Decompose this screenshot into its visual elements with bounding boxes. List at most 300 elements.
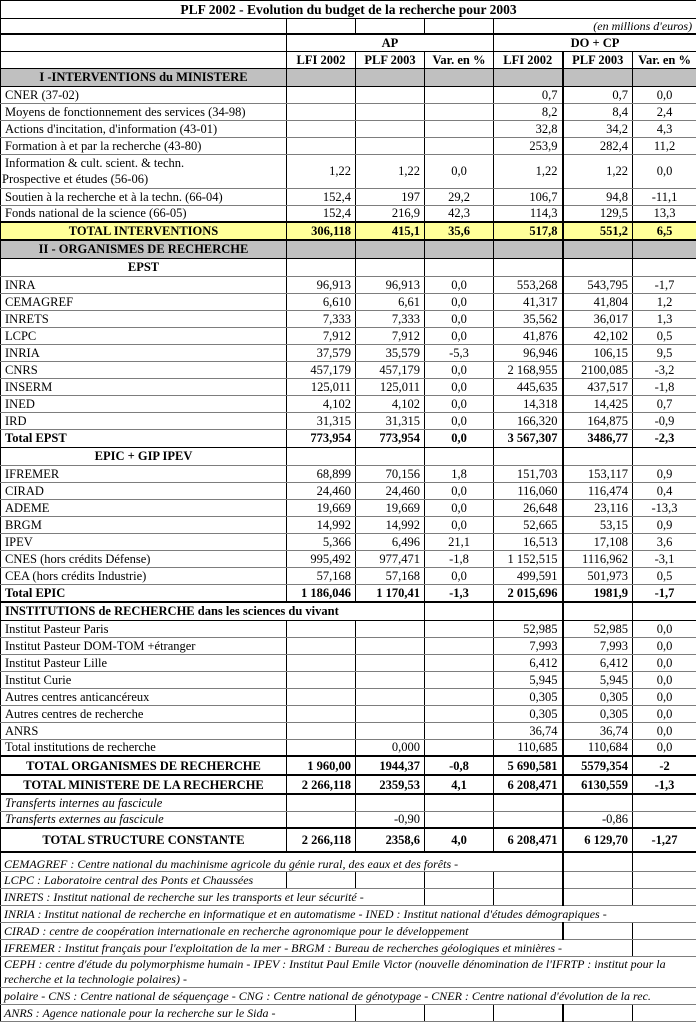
table-row bbox=[1, 516, 696, 533]
value-cell bbox=[425, 722, 494, 739]
value-cell: 36,74 bbox=[494, 722, 563, 739]
table-row bbox=[1, 240, 696, 258]
value-cell: 0,0 bbox=[425, 429, 494, 447]
row-label: IPEV bbox=[1, 533, 287, 550]
value-cell: 7,993 bbox=[494, 637, 563, 654]
col-header-plf2003-docp: PLF 2003 bbox=[563, 51, 633, 68]
value-cell: 19,669 bbox=[356, 499, 425, 516]
table-row bbox=[1, 602, 696, 620]
value-cell: 2 168,955 bbox=[494, 361, 563, 378]
value-cell: 29,2 bbox=[425, 188, 494, 205]
table-row bbox=[1, 533, 696, 550]
value-cell bbox=[287, 637, 356, 654]
value-cell bbox=[633, 447, 696, 465]
value-cell: 445,635 bbox=[494, 378, 563, 395]
value-cell: 152,4 bbox=[287, 205, 356, 222]
value-cell: 0,4 bbox=[633, 482, 696, 499]
value-cell: 1,22 bbox=[287, 154, 356, 188]
row-label: TOTAL STRUCTURE CONSTANTE bbox=[1, 828, 287, 852]
value-cell: 197 bbox=[356, 188, 425, 205]
value-cell: 0,305 bbox=[494, 705, 563, 722]
table-row bbox=[1, 828, 696, 852]
empty-cell bbox=[494, 871, 563, 888]
value-cell: 116,060 bbox=[494, 482, 563, 499]
row-label: CNES (hors crédits Défense) bbox=[1, 550, 287, 567]
value-cell: 11,2 bbox=[633, 137, 696, 154]
footnote-row bbox=[1, 852, 696, 871]
value-cell: 4,1 bbox=[425, 775, 494, 794]
value-cell: 6 129,70 bbox=[563, 828, 633, 852]
value-cell bbox=[494, 447, 563, 465]
value-cell bbox=[287, 86, 356, 103]
footnote-row bbox=[1, 939, 696, 956]
value-cell: 2,4 bbox=[633, 103, 696, 120]
value-cell: 306,118 bbox=[287, 222, 356, 240]
units-note: (en millions d'euros) bbox=[494, 19, 696, 35]
value-cell bbox=[356, 240, 425, 258]
footnote-row bbox=[1, 905, 696, 922]
value-cell: 35,562 bbox=[494, 310, 563, 327]
value-cell bbox=[425, 654, 494, 671]
value-cell: 3486,77 bbox=[563, 429, 633, 447]
value-cell: -0,9 bbox=[633, 412, 696, 429]
value-cell: 6130,559 bbox=[563, 775, 633, 794]
value-cell: 1944,37 bbox=[356, 756, 425, 775]
row-label: IFREMER bbox=[1, 465, 287, 482]
value-cell bbox=[425, 103, 494, 120]
value-cell bbox=[494, 68, 563, 86]
empty-cell bbox=[1, 34, 287, 51]
col-header-var-ap: Var. en % bbox=[425, 51, 494, 68]
value-cell: 517,8 bbox=[494, 222, 563, 240]
empty-cell bbox=[633, 939, 696, 956]
column-group-header-row bbox=[1, 34, 696, 51]
empty-cell bbox=[1, 19, 287, 35]
value-cell: 773,954 bbox=[287, 429, 356, 447]
value-cell bbox=[494, 602, 563, 620]
value-cell bbox=[633, 794, 696, 811]
value-cell: 977,471 bbox=[356, 550, 425, 567]
value-cell: 0,0 bbox=[633, 671, 696, 688]
value-cell bbox=[425, 620, 494, 637]
value-cell bbox=[425, 811, 494, 828]
table-row bbox=[1, 722, 696, 739]
row-label: Autres centres de recherche bbox=[1, 705, 287, 722]
empty-cell bbox=[425, 888, 494, 905]
table-row bbox=[1, 205, 696, 222]
value-cell: 1,3 bbox=[633, 310, 696, 327]
value-cell bbox=[425, 688, 494, 705]
value-cell: 151,703 bbox=[494, 465, 563, 482]
value-cell: -13,3 bbox=[633, 499, 696, 516]
value-cell: 551,2 bbox=[563, 222, 633, 240]
value-cell: 0,0 bbox=[425, 293, 494, 310]
table-row bbox=[1, 154, 696, 188]
footnote-row bbox=[1, 871, 696, 888]
value-cell: 5,366 bbox=[287, 533, 356, 550]
value-cell: -5,3 bbox=[425, 344, 494, 361]
value-cell bbox=[287, 258, 356, 276]
row-label: EPIC + GIP IPEV bbox=[1, 447, 287, 465]
value-cell: 21,1 bbox=[425, 533, 494, 550]
value-cell: 0,0 bbox=[425, 567, 494, 584]
table-row bbox=[1, 429, 696, 447]
value-cell bbox=[356, 671, 425, 688]
value-cell: 2 266,118 bbox=[287, 828, 356, 852]
footnote-text: INRIA : Institut national de recherche en informatique et en automatisme - INED : Institut national d'études démograpiques - bbox=[1, 905, 696, 922]
value-cell: 14,318 bbox=[494, 395, 563, 412]
table-row bbox=[1, 327, 696, 344]
row-label: Transferts externes au fascicule bbox=[1, 811, 287, 828]
value-cell: 31,315 bbox=[356, 412, 425, 429]
value-cell bbox=[356, 794, 425, 811]
value-cell: -0,86 bbox=[563, 811, 633, 828]
row-label: Institut Pasteur Paris bbox=[1, 620, 287, 637]
value-cell: 106,15 bbox=[563, 344, 633, 361]
row-label: Institut Curie bbox=[1, 671, 287, 688]
col-group-docp: DO + CP bbox=[494, 34, 696, 51]
value-cell: 0,0 bbox=[633, 654, 696, 671]
value-cell: 114,3 bbox=[494, 205, 563, 222]
row-label: LCPC bbox=[1, 327, 287, 344]
value-cell: 4,3 bbox=[633, 120, 696, 137]
value-cell: 5579,354 bbox=[563, 756, 633, 775]
value-cell: 457,179 bbox=[356, 361, 425, 378]
value-cell: 13,3 bbox=[633, 205, 696, 222]
value-cell: 52,985 bbox=[494, 620, 563, 637]
row-label: TOTAL ORGANISMES DE RECHERCHE bbox=[1, 756, 287, 775]
value-cell: -3,1 bbox=[633, 550, 696, 567]
value-cell: 96,913 bbox=[356, 276, 425, 293]
footnote-text: CEMAGREF : Centre national du machinisme agricole du génie rural, des eaux et des forêts - bbox=[1, 852, 563, 871]
value-cell: 501,973 bbox=[563, 567, 633, 584]
value-cell bbox=[633, 602, 696, 620]
value-cell: 24,460 bbox=[287, 482, 356, 499]
value-cell bbox=[494, 794, 563, 811]
value-cell: 116,474 bbox=[563, 482, 633, 499]
value-cell: 14,992 bbox=[356, 516, 425, 533]
row-label: INSERM bbox=[1, 378, 287, 395]
value-cell: 41,317 bbox=[494, 293, 563, 310]
table-row bbox=[1, 550, 696, 567]
row-label: Total institutions de recherche bbox=[1, 739, 287, 756]
value-cell: 0,0 bbox=[633, 722, 696, 739]
table-row bbox=[1, 68, 696, 86]
value-cell: 553,268 bbox=[494, 276, 563, 293]
value-cell: 31,315 bbox=[287, 412, 356, 429]
value-cell: 5 690,581 bbox=[494, 756, 563, 775]
table-row bbox=[1, 258, 696, 276]
value-cell bbox=[425, 705, 494, 722]
value-cell: 773,954 bbox=[356, 429, 425, 447]
value-cell bbox=[425, 671, 494, 688]
value-cell: 153,117 bbox=[563, 465, 633, 482]
value-cell: 0,0 bbox=[633, 154, 696, 188]
empty-cell bbox=[633, 888, 696, 905]
footnote-text: CEPH : centre d'étude du polymorphisme humain - IPEV : Institut Paul Emile Victor (nouvelle dénomination de l'IFRTP : institut pour la recherche et la technologie polaires) - bbox=[1, 956, 696, 987]
value-cell bbox=[287, 447, 356, 465]
row-label: I -INTERVENTIONS du MINISTERE bbox=[1, 68, 287, 86]
table-title-row bbox=[1, 1, 696, 19]
row-label: CEA (hors crédits Industrie) bbox=[1, 567, 287, 584]
value-cell bbox=[425, 68, 494, 86]
value-cell: 8,2 bbox=[494, 103, 563, 120]
footnote-row bbox=[1, 1004, 696, 1021]
table-row bbox=[1, 188, 696, 205]
value-cell: 5,945 bbox=[494, 671, 563, 688]
table-row bbox=[1, 412, 696, 429]
row-label: ANRS bbox=[1, 722, 287, 739]
footnotes-body bbox=[1, 852, 696, 1021]
value-cell: 1,22 bbox=[563, 154, 633, 188]
empty-cell bbox=[1, 51, 287, 68]
value-cell bbox=[287, 671, 356, 688]
value-cell: 3 567,307 bbox=[494, 429, 563, 447]
units-row bbox=[1, 19, 696, 35]
value-cell bbox=[356, 447, 425, 465]
value-cell bbox=[425, 447, 494, 465]
row-label: Total EPIC bbox=[1, 584, 287, 602]
value-cell: 0,0 bbox=[425, 378, 494, 395]
empty-cell bbox=[494, 888, 563, 905]
value-cell bbox=[563, 68, 633, 86]
value-cell: 0,0 bbox=[425, 327, 494, 344]
table-row bbox=[1, 344, 696, 361]
row-label: ADEME bbox=[1, 499, 287, 516]
row-label: Formation à et par la recherche (43-80) bbox=[1, 137, 287, 154]
value-cell bbox=[356, 120, 425, 137]
col-header-lfi2002-docp: LFI 2002 bbox=[494, 51, 563, 68]
value-cell bbox=[356, 258, 425, 276]
table-row bbox=[1, 654, 696, 671]
value-cell: 7,993 bbox=[563, 637, 633, 654]
value-cell bbox=[633, 258, 696, 276]
value-cell: 6,412 bbox=[494, 654, 563, 671]
footnote-text: ANRS : Agence nationale pour la recherche sur le Sida - bbox=[1, 1004, 356, 1021]
value-cell: 7,912 bbox=[287, 327, 356, 344]
value-cell: 14,992 bbox=[287, 516, 356, 533]
value-cell: 6,61 bbox=[356, 293, 425, 310]
value-cell: 6 208,471 bbox=[494, 828, 563, 852]
table-row bbox=[1, 103, 696, 120]
row-label: INRA bbox=[1, 276, 287, 293]
value-cell bbox=[287, 705, 356, 722]
value-cell bbox=[287, 654, 356, 671]
table-row bbox=[1, 378, 696, 395]
value-cell bbox=[563, 447, 633, 465]
value-cell bbox=[287, 620, 356, 637]
col-header-var-docp: Var. en % bbox=[633, 51, 696, 68]
value-cell bbox=[494, 258, 563, 276]
value-cell: -1,27 bbox=[633, 828, 696, 852]
value-cell: -0,8 bbox=[425, 756, 494, 775]
value-cell: 14,425 bbox=[563, 395, 633, 412]
value-cell: 4,102 bbox=[287, 395, 356, 412]
value-cell: 41,876 bbox=[494, 327, 563, 344]
value-cell: 4,0 bbox=[425, 828, 494, 852]
value-cell bbox=[563, 258, 633, 276]
table-row bbox=[1, 465, 696, 482]
value-cell: 35,579 bbox=[356, 344, 425, 361]
empty-cell bbox=[356, 1004, 425, 1021]
value-cell: 4,102 bbox=[356, 395, 425, 412]
value-cell bbox=[287, 68, 356, 86]
table-row bbox=[1, 293, 696, 310]
value-cell: 0,0 bbox=[633, 620, 696, 637]
col-group-ap: AP bbox=[287, 34, 494, 51]
value-cell: 282,4 bbox=[563, 137, 633, 154]
empty-cell bbox=[287, 19, 356, 35]
value-cell bbox=[425, 794, 494, 811]
value-cell: 0,0 bbox=[425, 310, 494, 327]
page-title: PLF 2002 - Evolution du budget de la recherche pour 2003 bbox=[1, 1, 696, 19]
table-row bbox=[1, 794, 696, 811]
value-cell: 6,5 bbox=[633, 222, 696, 240]
value-cell: 2100,085 bbox=[563, 361, 633, 378]
value-cell: 17,108 bbox=[563, 533, 633, 550]
table-row bbox=[1, 86, 696, 103]
value-cell: 2359,53 bbox=[356, 775, 425, 794]
value-cell: 1116,962 bbox=[563, 550, 633, 567]
table-row bbox=[1, 222, 696, 240]
empty-cell bbox=[356, 19, 425, 35]
row-label: Autres centres anticancéreux bbox=[1, 688, 287, 705]
value-cell bbox=[356, 654, 425, 671]
value-cell bbox=[287, 811, 356, 828]
value-cell: -1,7 bbox=[633, 584, 696, 602]
value-cell: -1,8 bbox=[633, 378, 696, 395]
row-label: Transferts internes au fascicule bbox=[1, 794, 287, 811]
value-cell bbox=[287, 794, 356, 811]
value-cell: 0,9 bbox=[633, 516, 696, 533]
value-cell: 110,685 bbox=[494, 739, 563, 756]
value-cell: 52,665 bbox=[494, 516, 563, 533]
value-cell: 152,4 bbox=[287, 188, 356, 205]
value-cell: 415,1 bbox=[356, 222, 425, 240]
value-cell bbox=[425, 137, 494, 154]
value-cell: 9,5 bbox=[633, 344, 696, 361]
value-cell bbox=[563, 794, 633, 811]
value-cell: 2 266,118 bbox=[287, 775, 356, 794]
table-row bbox=[1, 671, 696, 688]
value-cell: -11,1 bbox=[633, 188, 696, 205]
row-label: Total EPST bbox=[1, 429, 287, 447]
value-cell: 0,0 bbox=[425, 154, 494, 188]
table-row bbox=[1, 567, 696, 584]
table-row bbox=[1, 756, 696, 775]
value-cell: -1,3 bbox=[425, 584, 494, 602]
value-cell bbox=[425, 602, 494, 620]
table-row bbox=[1, 811, 696, 828]
value-cell: 0,0 bbox=[633, 688, 696, 705]
value-cell: 106,7 bbox=[494, 188, 563, 205]
value-cell: 0,5 bbox=[633, 567, 696, 584]
value-cell: 2 015,696 bbox=[494, 584, 563, 602]
value-cell: 0,5 bbox=[633, 327, 696, 344]
empty-cell bbox=[633, 871, 696, 888]
value-cell: 36,017 bbox=[563, 310, 633, 327]
value-cell: 0,7 bbox=[633, 395, 696, 412]
row-label: TOTAL INTERVENTIONS bbox=[1, 222, 287, 240]
value-cell: 1 960,00 bbox=[287, 756, 356, 775]
value-cell: 0,0 bbox=[425, 361, 494, 378]
footnote-row bbox=[1, 956, 696, 987]
table-row bbox=[1, 688, 696, 705]
row-label: INSTITUTIONS de RECHERCHE dans les sciences du vivant bbox=[1, 602, 425, 620]
value-cell: 1 170,41 bbox=[356, 584, 425, 602]
value-cell: 437,517 bbox=[563, 378, 633, 395]
empty-cell bbox=[563, 888, 633, 905]
value-cell: 57,168 bbox=[287, 567, 356, 584]
row-label: CNRS bbox=[1, 361, 287, 378]
value-cell bbox=[356, 103, 425, 120]
empty-cell bbox=[563, 922, 633, 939]
value-cell: 96,913 bbox=[287, 276, 356, 293]
value-cell: 23,116 bbox=[563, 499, 633, 516]
table-body bbox=[1, 68, 696, 852]
value-cell: 166,320 bbox=[494, 412, 563, 429]
value-cell: 129,5 bbox=[563, 205, 633, 222]
value-cell bbox=[356, 86, 425, 103]
footnote-text: CIRAD : centre de coopération internationale en recherche agronomique pour le développement bbox=[1, 922, 563, 939]
value-cell: 0,0 bbox=[425, 482, 494, 499]
value-cell: 0,0 bbox=[633, 739, 696, 756]
value-cell bbox=[563, 240, 633, 258]
value-cell: 26,648 bbox=[494, 499, 563, 516]
value-cell: 8,4 bbox=[563, 103, 633, 120]
value-cell: 6,610 bbox=[287, 293, 356, 310]
row-label: Moyens de fonctionnement des services (34-98) bbox=[1, 103, 287, 120]
value-cell: 32,8 bbox=[494, 120, 563, 137]
value-cell bbox=[633, 811, 696, 828]
value-cell: 0,0 bbox=[425, 395, 494, 412]
value-cell: 68,899 bbox=[287, 465, 356, 482]
footnote-text: LCPC : Laboratoire central des Ponts et Chaussées bbox=[1, 871, 287, 888]
value-cell bbox=[425, 240, 494, 258]
value-cell: 1,22 bbox=[494, 154, 563, 188]
table-row bbox=[1, 705, 696, 722]
value-cell: 16,513 bbox=[494, 533, 563, 550]
value-cell: 1 186,046 bbox=[287, 584, 356, 602]
table-row bbox=[1, 482, 696, 499]
empty-cell bbox=[425, 19, 494, 35]
value-cell: -1,3 bbox=[633, 775, 696, 794]
row-label: INED bbox=[1, 395, 287, 412]
table-row bbox=[1, 137, 696, 154]
table-row bbox=[1, 120, 696, 137]
value-cell: 0,0 bbox=[425, 412, 494, 429]
value-cell bbox=[356, 637, 425, 654]
table-row bbox=[1, 499, 696, 516]
row-label: BRGM bbox=[1, 516, 287, 533]
value-cell bbox=[563, 602, 633, 620]
col-header-plf2003-ap: PLF 2003 bbox=[356, 51, 425, 68]
row-label: TOTAL MINISTERE DE LA RECHERCHE bbox=[1, 775, 287, 794]
value-cell bbox=[356, 68, 425, 86]
value-cell bbox=[633, 68, 696, 86]
value-cell: 457,179 bbox=[287, 361, 356, 378]
value-cell bbox=[287, 722, 356, 739]
value-cell: 216,9 bbox=[356, 205, 425, 222]
value-cell: 94,8 bbox=[563, 188, 633, 205]
value-cell: -3,2 bbox=[633, 361, 696, 378]
footnote-text: IFREMER : Institut français pour l'exploitation de la mer - BRGM : Bureau de recherches géologiques et minières - bbox=[1, 939, 633, 956]
table-row bbox=[1, 584, 696, 602]
value-cell: 543,795 bbox=[563, 276, 633, 293]
value-cell bbox=[287, 739, 356, 756]
empty-cell bbox=[287, 871, 356, 888]
value-cell: 1,8 bbox=[425, 465, 494, 482]
